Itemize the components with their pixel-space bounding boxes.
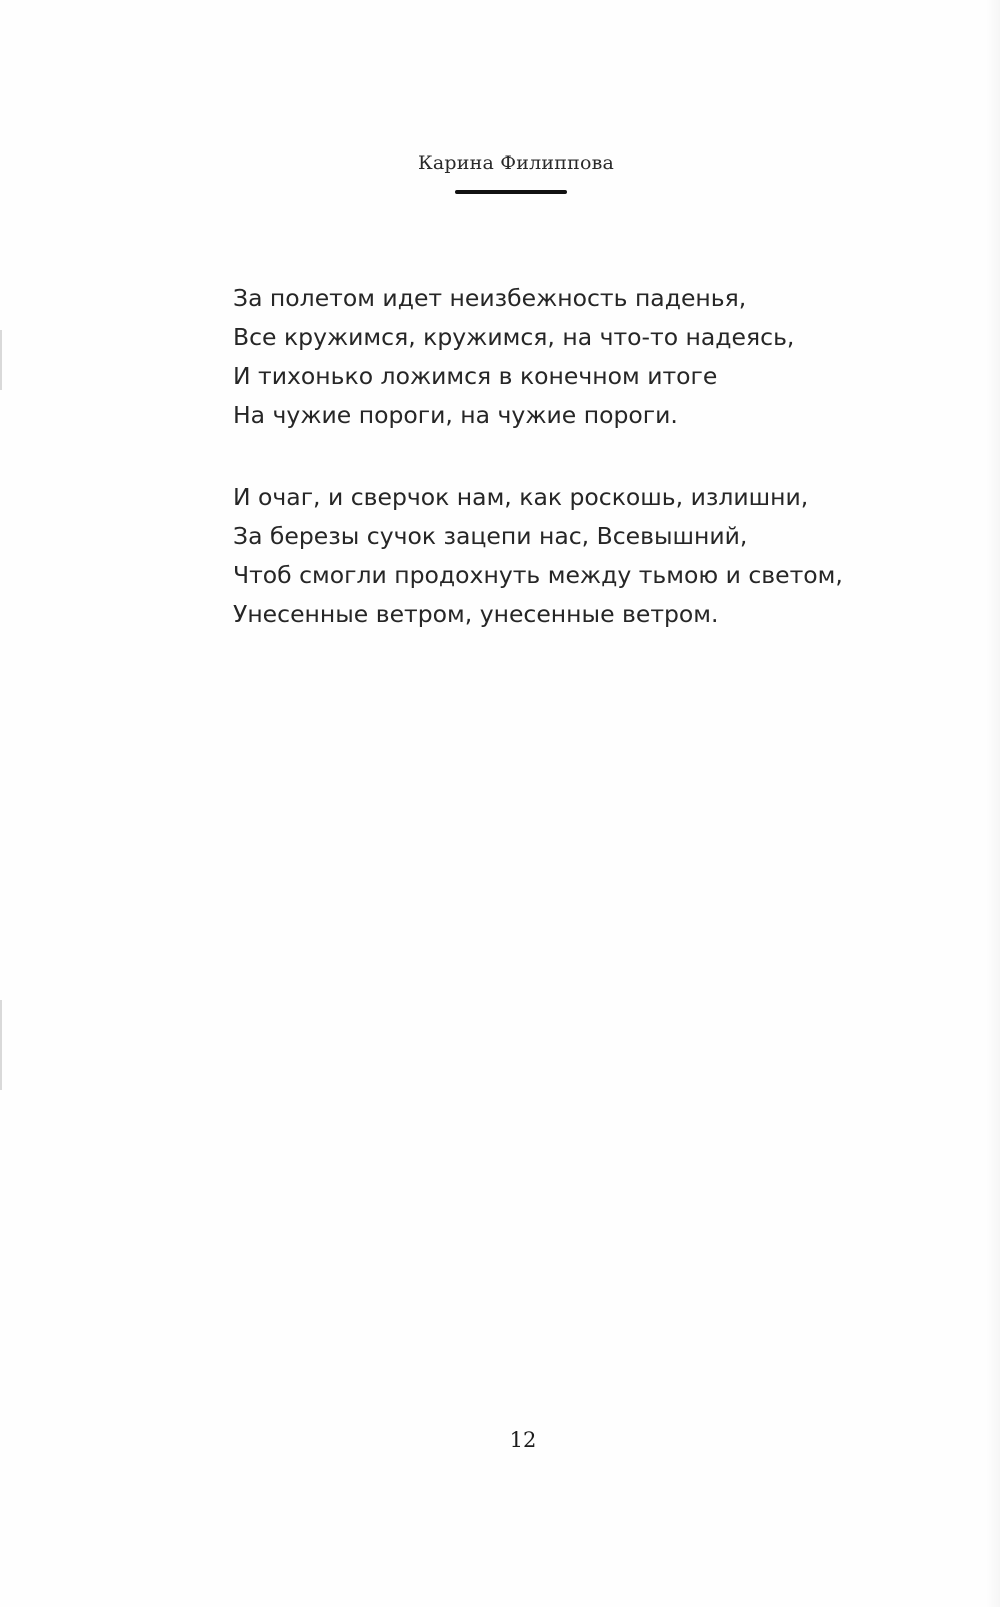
page-number: 12	[509, 1428, 537, 1452]
scan-artifact	[0, 1000, 2, 1090]
poem-line: И тихонько ложимся в конечном итоге	[233, 362, 718, 390]
poem-line: Унесенные ветром, унесенные ветром.	[233, 600, 719, 628]
poem-line: Чтоб смогли продохнуть между тьмою и светом,	[233, 561, 843, 589]
poem-line: Все кружимся, кружимся, на что-то надеясь,	[233, 323, 795, 351]
stanza-1	[233, 279, 843, 435]
page-edge-shadow	[986, 0, 1000, 1607]
stanza-2	[233, 478, 843, 634]
poem	[233, 279, 843, 677]
scan-artifact	[0, 330, 2, 390]
running-header-author: Карина Филиппова	[417, 152, 615, 174]
header-rule	[455, 190, 567, 194]
poem-line: На чужие пороги, на чужие пороги.	[233, 401, 678, 429]
poem-line: И очаг, и сверчок нам, как роскошь, излишни,	[233, 483, 809, 511]
poem-line: За березы сучок зацепи нас, Всевышний,	[233, 522, 748, 550]
poem-line: За полетом идет неизбежность паденья,	[233, 284, 747, 312]
